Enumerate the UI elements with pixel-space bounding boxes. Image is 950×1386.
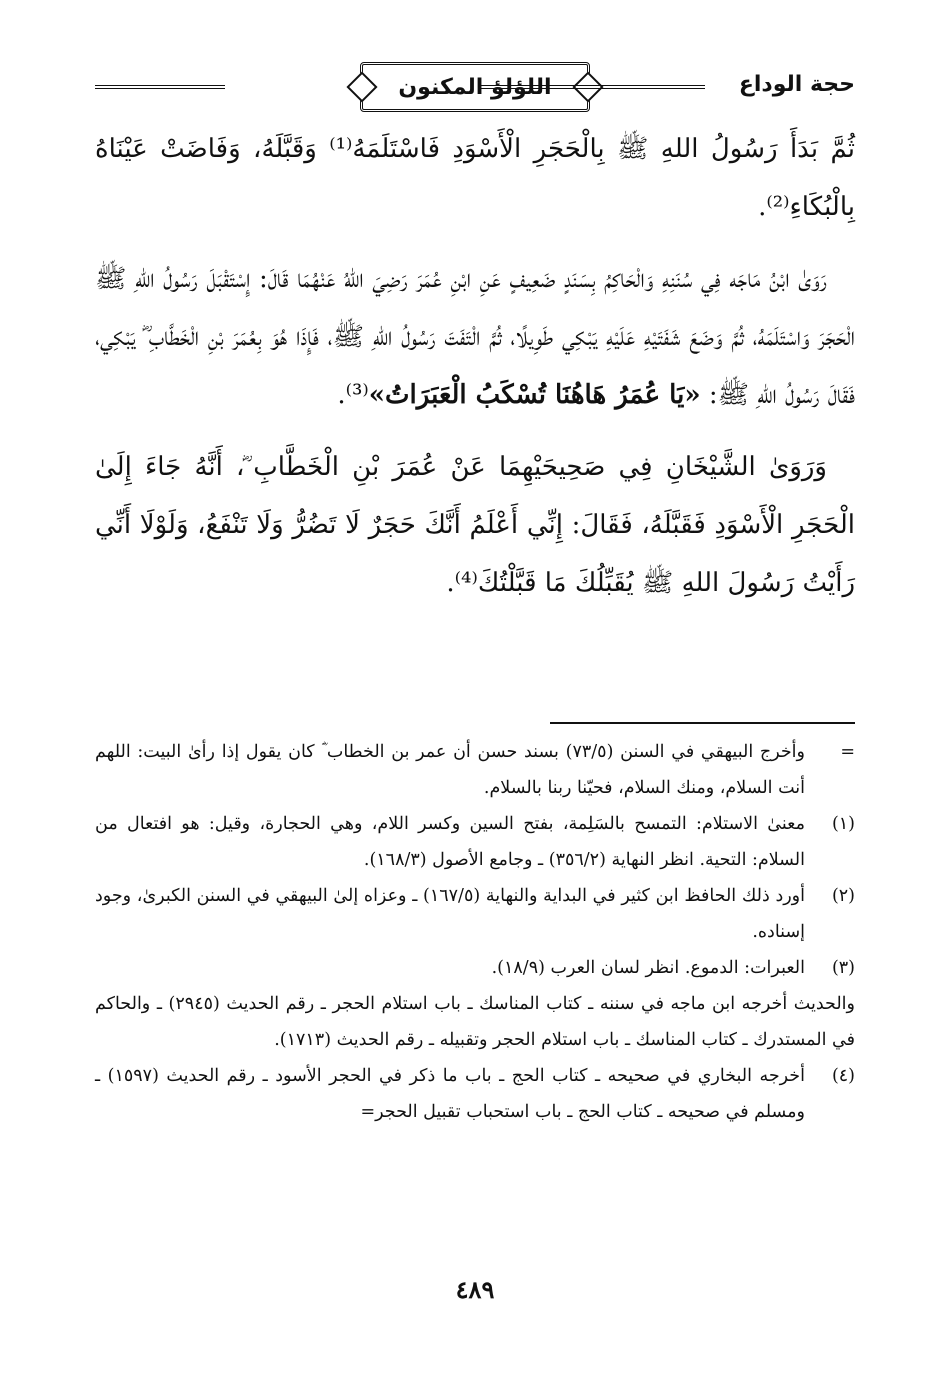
footnote-text: والحديث أخرجه ابن ماجه في سننه ـ كتاب المناسك ـ باب استلام الحجر ـ رقم الحديث (٢٩٤٥) ـ والحاكم في المستدرك ـ كتاب المناسك ـ باب استلام الحجر وتقبيله ـ رقم الحديث (١٧١٣). — [95, 994, 855, 1050]
chapter-title: حجة الوداع — [738, 72, 855, 97]
footnote-continuation — [95, 734, 855, 806]
page-header — [95, 58, 855, 120]
footnote-mark: (١) — [831, 814, 855, 834]
footnote-text: وأخرج البيهقي في السنن (٧٣/٥) بسند حسن أن عمر بن الخطاب ؓ كان يقول إذا رأىٰ البيت: اللهم أنت السلام، ومنك السلام، فحيّنا ربنا بالسلام. — [95, 742, 805, 798]
paragraph-2-end: ⁽³⁾. — [337, 380, 369, 410]
footnote-text: أخرجه البخاري في صحيحه ـ كتاب الحج ـ باب ما ذكر في الحجر الأسود ـ رقم الحديث (١٥٩٧) ـ ومسلم في صحيحه ـ كتاب الحج ـ باب استحباب تقبيل الحجر= — [95, 1066, 805, 1122]
footnote-mark: (٢) — [831, 886, 855, 906]
paragraph-2 — [95, 250, 855, 424]
footnote-mark: (٣) — [831, 958, 855, 978]
footnote-3 — [95, 950, 855, 986]
footnote-1 — [95, 806, 855, 878]
footnote-separator — [550, 722, 855, 724]
header-rule-left — [95, 85, 225, 89]
main-text — [95, 120, 855, 626]
footnote-4 — [95, 1058, 855, 1130]
paragraph-3: وَرَوَىٰ الشَّيْخَانِ فِي صَحِيحَيْهِمَا عَنْ عُمَرَ بْنِ الْخَطَّابِ ؓ، أَنَّهُ جَاءَ إِلَىٰ الْحَجَرِ الْأَسْوَدِ فَقَبَّلَهُ، فَقَالَ: إِنِّي أَعْلَمُ أَنَّكَ حَجَرٌ لَا تَضُرُّ وَلَا تَنْفَعُ، وَلَوْلَا أَنِّي رَأَيْتُ رَسُولَ اللهِ ﷺ يُقَبِّلُكَ مَا قَبَّلْتُكَ⁽⁴⁾. — [95, 452, 855, 598]
footnotes — [95, 734, 855, 1130]
paragraph-1: ثُمَّ بَدَأَ رَسُولُ اللهِ ﷺ بِالْحَجَرِ الْأَسْوَدِ فَاسْتَلَمَهُ⁽¹⁾ وَقَبَّلَهُ، وَفَاضَتْ عَيْنَاهُ بِالْبُكَاءِ⁽²⁾. — [95, 134, 855, 222]
footnote-2 — [95, 878, 855, 950]
header-rule-right — [480, 85, 705, 89]
footnote-text: أورد ذلك الحافظ ابن كثير في البداية والنهاية (١٦٧/٥) ـ وعزاه إلىٰ البيهقي في السنن الكبرىٰ، وجود إسناده. — [95, 886, 805, 942]
page-number: ٤٨٩ — [455, 1275, 495, 1304]
footnote-3-continued — [95, 986, 855, 1058]
footnote-mark: = — [840, 742, 855, 762]
hadith-quote: «يَا عُمَرُ هَاهُنَا تُسْكَبُ الْعَبَرَاتُ» — [368, 380, 701, 410]
book-title: اللؤلؤ المكنون — [398, 74, 552, 100]
footnote-mark: (٤) — [831, 1066, 855, 1086]
footnote-text: العبرات: الدموع. انظر لسان العرب (١٨/٩). — [491, 958, 805, 978]
footnote-text: معنىٰ الاستلام: التمسح بالسَلِمة، بفتح السين وكسر اللام، وهي الحجارة، وقيل: هو افتعال من السلام: التحية. انظر النهاية (٣٥٦/٢) ـ وجامع الأصول (١٦٨/٣). — [95, 814, 805, 870]
paragraph-2-intro: رَوَىٰ ابْنُ مَاجَه فِي سُنَنِهِ وَالْحَاكِمُ بِسَنَدٍ ضَعِيفٍ عَنِ ابْنِ عُمَرَ رَضِيَ اللهُ عَنْهُمَا قَالَ: إِسْتَقْبَلَ رَسُولُ اللهِ ﷺ الْحَجَرَ وَاسْتَلَمَهُ، ثُمَّ وَضَعَ شَفَتَيْهِ عَلَيْهِ يَبْكِي طَوِيلًا، ثُمَّ الْتَفَتَ رَسُولُ اللهِ ﷺ، فَإِذَا هُوَ بِعُمَرَ بْنِ الْخَطَّابِ ؓ يَبْكِي، فَقَالَ رَسُولُ اللهِ ﷺ: — [95, 264, 855, 410]
